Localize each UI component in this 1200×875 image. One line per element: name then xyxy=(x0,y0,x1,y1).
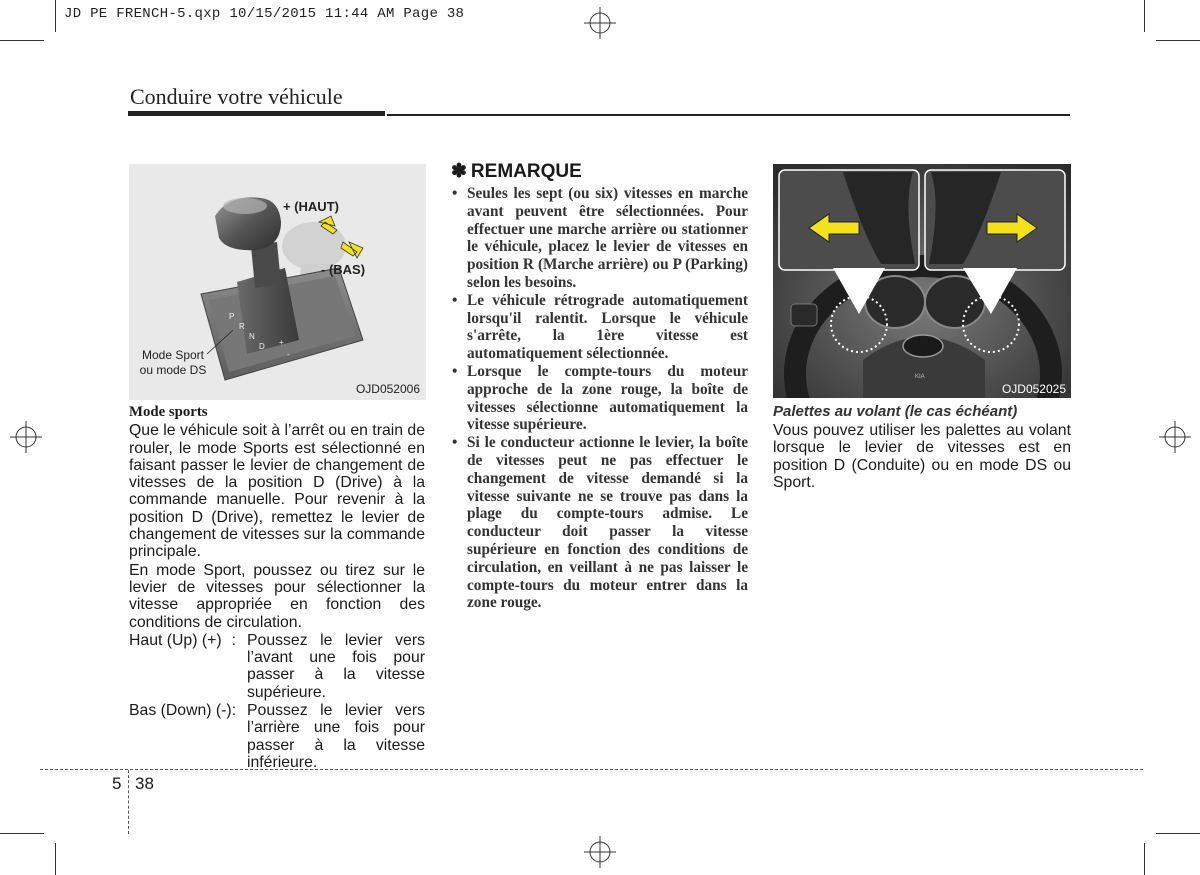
footer-divider xyxy=(128,770,129,834)
shift-down-term: Bas (Down) (-): xyxy=(129,702,237,720)
print-slug: JD PE FRENCH-5.qxp 10/15/2015 11:44 AM Page 38 xyxy=(64,6,465,22)
figure-code: OJD052025 xyxy=(1001,382,1066,396)
header-rule-thin xyxy=(387,114,1070,116)
gate-letter: D xyxy=(259,342,265,351)
page-number: 38 xyxy=(135,774,154,793)
gate-letter: P xyxy=(229,312,235,321)
mode-sports-heading: Mode sports xyxy=(129,404,208,420)
paddles-text: Vous pouvez utiliser les palettes au volant lorsque le levier de vitesses est en position D (Conduite) ou en mode DS ou Sport. xyxy=(773,422,1071,491)
paddles-section xyxy=(773,403,1071,491)
registration-mark-icon xyxy=(1159,421,1191,453)
steering-wheel-illustration xyxy=(773,164,1071,398)
registration-mark-icon xyxy=(584,7,616,39)
registration-mark-icon xyxy=(10,421,42,453)
remarque-box xyxy=(451,160,748,612)
label-mode-sport: Mode Sport ou mode DS xyxy=(139,348,207,377)
remarque-title: ✽ REMARQUE xyxy=(451,161,582,182)
shift-up-item xyxy=(129,632,425,701)
crop-mark xyxy=(0,833,44,834)
steering-badge: KIA xyxy=(915,374,925,380)
crop-mark xyxy=(1144,0,1145,32)
shift-up-def: Poussez le levier vers l’avant une fois pour passer à la vitesse supérieure. xyxy=(247,631,425,701)
remarque-item: • Si le conducteur actionne le levier, la boîte de vitesses peut ne pas effectuer le changement de vitesse demandé si la vitesse suivante ne se trouve pas dans la plage du compte-tours admise. Le conducteur doit passer la vitesse supérieure en fonction des conditions de circulation, en veillant à ne pas laisser le compte-tours du moteur entrer dans la zone rouge. xyxy=(451,434,748,612)
label-bas: - (BAS) xyxy=(321,262,366,277)
figure-steering-paddles xyxy=(773,164,1071,398)
shift-down-def: Poussez le levier vers l’arrière une fois pour passer à la vitesse inférieure. xyxy=(247,702,425,771)
remarque-list xyxy=(451,185,748,612)
crop-mark xyxy=(1156,40,1200,41)
shift-up-term: Haut (Up) (+) : xyxy=(129,631,236,649)
crop-mark xyxy=(55,843,56,875)
gate-letter: R xyxy=(239,322,245,331)
section-header-title: Conduire votre véhicule xyxy=(130,84,343,109)
remarque-item: • Lorsque le compte-tours du moteur approche de la zone rouge, la boîte de vitesses sélectionne automatiquement la vitesse supérieure. xyxy=(451,363,748,434)
crop-mark xyxy=(0,40,44,41)
gate-letter: N xyxy=(249,332,255,341)
label-haut: + (HAUT) xyxy=(283,199,339,214)
crop-mark xyxy=(55,0,56,32)
mode-sports-para2: En mode Sport, poussez ou tirez sur le levier de vitesses pour sélectionner la vitesse appropriée en fonction des conditions de circulation. xyxy=(129,561,425,631)
gate-letter: - xyxy=(287,350,290,359)
mode-sports-section xyxy=(129,404,425,771)
asterisk-icon: ✽ xyxy=(451,161,467,182)
figure-gear-shift xyxy=(129,164,426,400)
remarque-item: • Seules les sept (ou six) vitesses en marche avant peuvent être sélectionnées. Pour effectuer une marche arrière ou stationner le véhicule, placez le levier de vitesses en position R (Marche arrière) ou P (Parking) selon les besoins. xyxy=(451,185,748,292)
crop-mark xyxy=(1144,843,1145,875)
remarque-item: • Le véhicule rétrograde automatiquement lorsqu'il ralentit. Lorsque le véhicule s'arrête, la 1ère vitesse est automatiquement sélectionnée. xyxy=(451,292,748,363)
footer-rule xyxy=(40,769,1143,770)
mode-sports-para1: Que le véhicule soit à l’arrêt ou en train de rouler, le mode Sports est sélectionné en faisant passer le levier de changement de vitesses de la position D (Drive) à la commande manuelle. Pour revenir à la position D (Drive), remettez le levier de changement de vitesses sur la commande principale. xyxy=(129,422,425,561)
page-section-number: 5 xyxy=(112,774,122,793)
figure-code: OJD052006 xyxy=(355,382,420,396)
paddles-caption: Palettes au volant (le cas échéant) xyxy=(773,403,1018,420)
header-rule-thick xyxy=(128,111,385,116)
shift-down-item xyxy=(129,702,425,771)
gate-letter: + xyxy=(279,338,284,347)
crop-mark xyxy=(1156,833,1200,834)
registration-mark-icon xyxy=(584,836,616,868)
